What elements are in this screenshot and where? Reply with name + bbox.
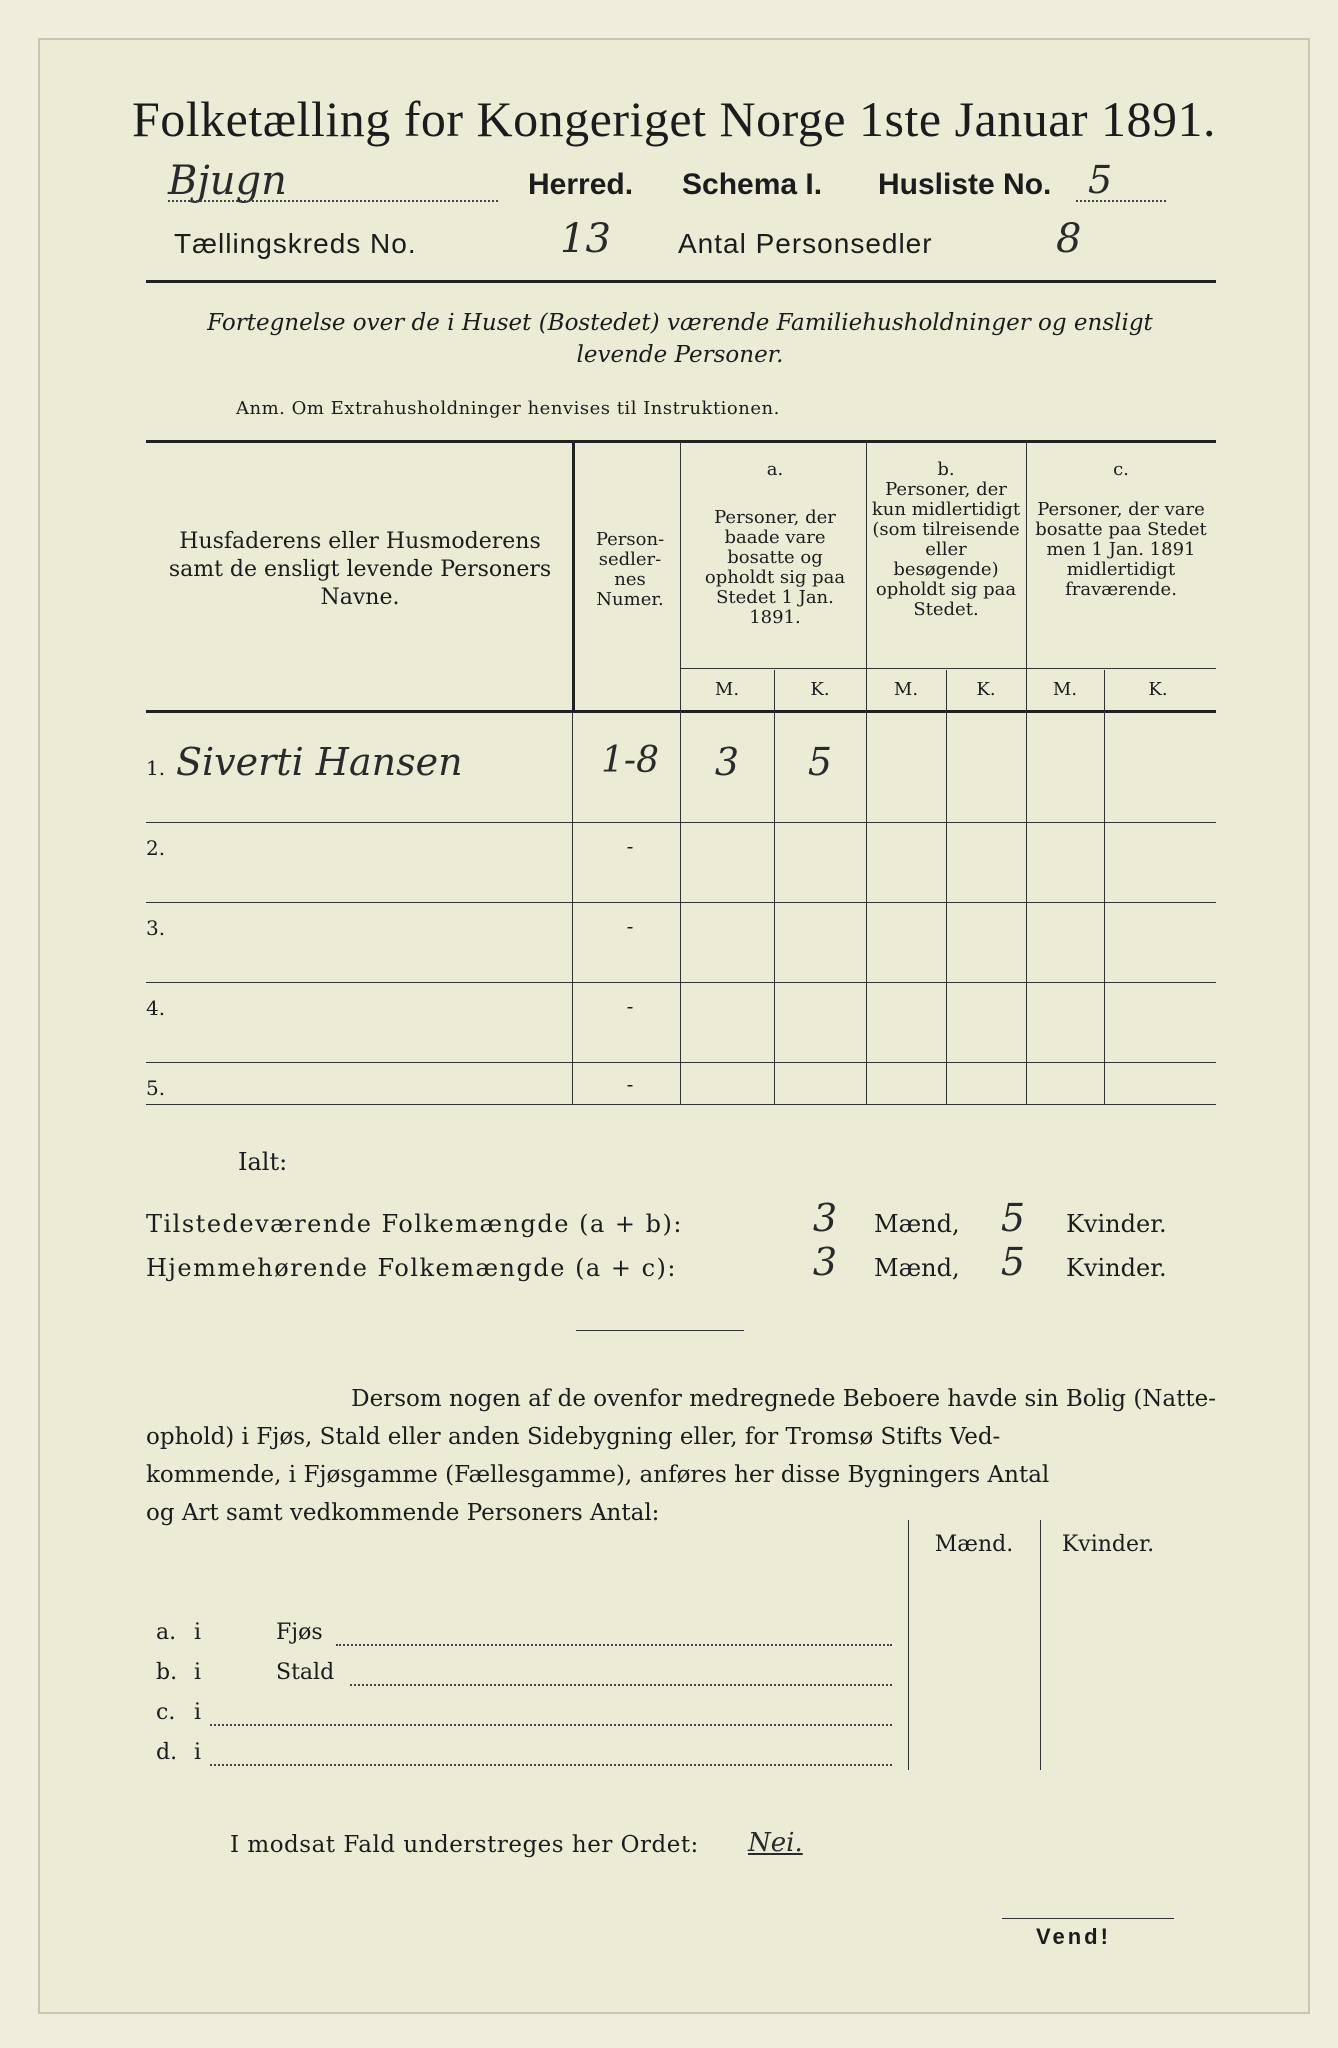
building-label: Stald [276, 1660, 335, 1685]
anm-note: Anm. Om Extrahusholdninger henvises til Instruktionen. [236, 398, 780, 419]
row-a-m: 3 [714, 740, 740, 784]
building-i: i [194, 1660, 202, 1685]
a-m-header: M. [714, 679, 740, 700]
tilstede-maend-label: Mænd, [874, 1210, 960, 1238]
row-number: 2. [146, 836, 166, 860]
row-rule [146, 822, 1216, 823]
row-a-k: 5 [807, 740, 833, 784]
hjemme-maend-label: Mænd, [874, 1254, 960, 1282]
vend-label: Vend! [1036, 1924, 1111, 1949]
col-num-header: Person-sedler-nes Numer. [595, 529, 665, 610]
tilstede-kvinder-label: Kvinder. [1066, 1210, 1167, 1238]
note-line1: Dersom nogen af de ovenfor medregnede Beboere havde sin Bolig (Natte- [351, 1386, 1216, 1412]
table-bottom-rule [146, 1104, 1216, 1105]
col-divider-names-body [572, 712, 573, 1104]
row-number: 4. [146, 996, 166, 1020]
form-title: Folketælling for Kongeriget Norge 1ste Januar 1891. [131, 91, 1217, 147]
header-rule [146, 280, 1216, 283]
building-dotted-line [336, 1644, 892, 1646]
hjemme-kvinder-label: Kvinder. [1066, 1254, 1167, 1282]
tilstede-kvinder-value: 5 [1000, 1196, 1026, 1240]
c-k-header: K. [1148, 679, 1168, 700]
separator [576, 1330, 744, 1331]
husliste-value: 5 [1088, 158, 1113, 202]
buildings-kvinder-header: Kvinder. [1061, 1532, 1155, 1557]
tilstede-maend-value: 3 [812, 1196, 838, 1240]
col-a-letter: a. [766, 459, 784, 480]
row-num: 1-8 [601, 740, 659, 781]
herred-value: Bjugn [168, 158, 287, 204]
row-rule [146, 1062, 1216, 1063]
building-letter: a. [156, 1620, 177, 1645]
vend-rule [1002, 1918, 1174, 1919]
antal-label: Antal Personsedler [678, 228, 933, 259]
table-head-rule [146, 710, 1216, 713]
building-label: Fjøs [276, 1620, 323, 1645]
antal-value: 8 [1056, 216, 1082, 262]
modsat-label: I modsat Fald understreges her Ordet: [230, 1832, 699, 1858]
note-line3: kommende, i Fjøsgamme (Fællesgamme), anføres her disse Bygningers Antal [146, 1462, 1050, 1488]
row-num: - [626, 914, 634, 938]
c-m-header: M. [1052, 679, 1078, 700]
building-letter: d. [156, 1740, 178, 1765]
col-divider-b-mk [946, 670, 947, 1104]
tilstede-label: Tilstedeværende Folkemængde (a + b): [146, 1210, 683, 1238]
buildings-divider-2 [1040, 1520, 1041, 1770]
col-c-header: Personer, der vare bosatte paa Stedet men 1 Jan. 1891 midlertidigt fraværende. [1035, 499, 1207, 600]
husliste-label: Husliste No. [878, 168, 1052, 201]
hjemme-label: Hjemmehørende Folkemængde (a + c): [146, 1254, 677, 1282]
kreds-value: 13 [560, 216, 611, 262]
building-letter: b. [156, 1660, 178, 1685]
kreds-label: Tællingskreds No. [174, 228, 417, 259]
hjemme-kvinder-value: 5 [1000, 1240, 1026, 1284]
col-a-header: Personer, der baade vare bosatte og opholdt sig paa Stedet 1 Jan. 1891. [704, 507, 846, 628]
building-dotted-line [350, 1684, 892, 1686]
row-number: 1. [146, 756, 166, 780]
col-b-letter: b. [937, 459, 955, 480]
building-letter: c. [156, 1700, 176, 1725]
b-k-header: K. [976, 679, 996, 700]
schema-label: Schema I. [682, 168, 823, 201]
buildings-maend-header: Mænd. [934, 1532, 1014, 1557]
building-i: i [194, 1700, 202, 1725]
herred-label: Herred. [528, 168, 634, 201]
row-rule [146, 902, 1216, 903]
census-form [38, 38, 1310, 2014]
b-m-header: M. [893, 679, 919, 700]
table-top-rule [146, 440, 1216, 443]
nei-value: Nei. [748, 1828, 803, 1858]
buildings-divider-1 [908, 1520, 909, 1770]
note-line2: ophold) i Fjøs, Stald eller anden Sidebygning eller, for Tromsø Stifts Ved- [146, 1424, 1001, 1450]
row-num: - [626, 1072, 634, 1096]
row-num: - [626, 994, 634, 1018]
building-dotted-line [210, 1724, 892, 1726]
row-num: - [626, 834, 634, 858]
herred-dotted-line [168, 200, 498, 202]
intro-heading-line2: levende Personer. [576, 342, 784, 368]
hjemme-maend-value: 3 [812, 1240, 838, 1284]
building-dotted-line [210, 1764, 892, 1766]
col-b-header: Personer, der kun midlertidigt (som tilreisende eller besøgende) opholdt sig paa Stedet. [871, 479, 1021, 620]
col-divider-a-mk [774, 670, 775, 1104]
intro-heading-line1: Fortegnelse over de i Huset (Bostedet) værende Familiehusholdninger og ensligt [207, 310, 1153, 336]
mk-header-rule [680, 668, 1216, 669]
row-number: 5. [146, 1076, 166, 1100]
col-names-header: Husfaderens eller Husmoderens samt de ensligt levende Personers Navne. [168, 529, 552, 610]
col-divider-a [866, 442, 867, 1104]
col-divider-c-mk [1104, 670, 1105, 1104]
ialt-label: Ialt: [238, 1148, 288, 1176]
note-paragraph [146, 1380, 1216, 1532]
a-k-header: K. [810, 679, 830, 700]
col-c-letter: c. [1113, 459, 1129, 480]
building-i: i [194, 1740, 202, 1765]
row-rule [146, 982, 1216, 983]
husliste-dotted-line [1076, 200, 1166, 202]
row-number: 3. [146, 916, 166, 940]
note-line4: og Art samt vedkommende Personers Antal: [146, 1500, 660, 1526]
row-name: Siverti Hansen [176, 740, 463, 784]
col-divider-names [572, 442, 575, 710]
building-i: i [194, 1620, 202, 1645]
col-divider-b [1026, 442, 1027, 1104]
